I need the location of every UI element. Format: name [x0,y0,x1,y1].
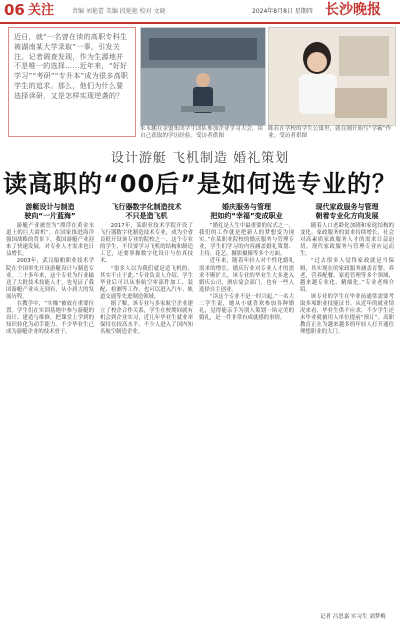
paragraph: 该专业的学生在毕业前通常需要考取多项职业技能证书。从近年的就业情况来看，毕业生供不应求，不少学生还未毕业就被用人单位提前“预订”。高职教育正在为越来越多的年轻人打开通往理想职业的大门。 [300,293,394,336]
subheading: 婚庆服务与管理 把如约“幸福”变成职业 [210,203,283,220]
paragraph: “婚礼是人生中最重要的仪式之一，我们的工作就是把新人的梦想变为现实。”在某职业院校的婚庆服务与管理专业，学生们学习的内容涵盖婚礼策划、主持、花艺、摄影摄像等多个方面。 [199,223,294,258]
article-column [100,200,193,616]
photo-student [268,27,396,126]
paragraph: 在教学中，“实操”被放在重要位置。学生们在实训基地中参与游艇的设计、建造与维修，把课堂上学到的知识转化为动手能力。不少毕业生已成为游艇企业的技术骨干。 [6,301,94,336]
editor-credits: 责编 刘艳蕾 美编 段艳艳 校对 文晓 [72,8,166,15]
photo-scene-dorm [269,28,395,125]
article-column [300,200,394,616]
article-column [6,200,94,616]
deck-line: 设计游艇 飞机制造 婚礼策划 [110,151,290,166]
paragraph: 随着人口老龄化加剧和家庭结构的变化，家政服务的需求持续增长，社会对高素质家政服务人才的需求日益迫切。现代家政服务与管理专业应运而生。 [300,223,394,258]
subheading: 游艇设计与制造 驶向“一片蓝海” [24,203,76,220]
subheading: 飞行器数字化制造技术 不只是造飞机 [111,203,182,220]
section-title: 关注 [28,3,55,18]
paragraph: 游艇产业被誉为“漂浮在黄金水道上的巨大商机”。在国家推进海洋强国战略的背景下，我国游艇产业迎来了快速发展，对专业人才需求也日益增长。 [6,223,94,258]
paragraph: “过去很多人觉得家政就是当保姆，其实现在的家政服务涵盖育婴、养老、营养配餐、家庭管理等多个领域，越来越专业化、精细化。”专业老师介绍。 [300,258,394,293]
byline: 记者 吕思嘉 实习生 刘梦梅 [320,614,386,620]
article-column [199,200,294,616]
photo-speaking [140,27,266,126]
paragraph: 2003年，武汉船舶职业技术学院在全国率先开设游艇设计与制造专业。二十多年来，这个专业为行业输送了大批技术技能人才，也见证了我国游艇产业从无到有、从小到大的发展历程。 [6,258,94,300]
issue-date: 2024年8月8日 星期四 [252,8,313,15]
photo-scene-auditorium [141,28,265,125]
subheading: 现代家政服务与管理 朝着专业化方向发展 [315,203,379,220]
newspaper-logo: 长沙晚报 [325,2,381,18]
lead-box: 近日，就“一名曾在读的高职专科生被湖南某大学录取”一事，引发关注。记者调查发现，作为生源地并不是唯一的选择……近年来，“好好学习”“考研”“专升本”成为很多高职学生的追求。那么，他们为什么要选择读研，又是怎样实现逆袭的？ [8,27,136,137]
page-number: 06 [4,1,25,19]
paragraph: 2017年，某职业技术学院开设了飞行器数字化制造技术专业，成为全省首批开设该专业的院校之一。这个专业的学生，不仅要学习飞机的结构和制造工艺，还要掌握数字化设计与仿真技术。 [100,223,193,265]
page-header [0,0,400,24]
photo-caption: 朱永鹏在金盟集团学生团队参加企业学习大会，谈自己获取的学历经验。受访者供图 [140,126,264,139]
photo-caption: 陈若在学校的学生公寓里，就在刚开始写“学霸”作业。受访者供图 [268,126,392,139]
headline: 读高职的“00后”是如何选专业的？ [3,170,397,198]
paragraph: “读这个专业不是一时兴起。”一名大二学生说，她从小就喜欢参加各种婚礼，觉得能亲手为别人策划一场完美的婚礼，是一件非常有成就感的事情。 [199,293,294,322]
paragraph: 据了解，该专业与多家航空企业建立了校企合作关系，学生在校期间就有机会到企业实习，近几年毕业生就业率保持在较高水平，不少人进入了国内知名航空制造企业。 [100,301,193,336]
paragraph: “很多人以为我们就是造飞机的，其实不止于此。”专业负责人介绍，学生毕业后可以从事航空零部件加工、装配、检测等工作，也可以进入汽车、轨道交通等先进制造领域。 [100,265,193,300]
paragraph: 近年来，随着年轻人对个性化婚礼需求的增长，婚庆行业对专业人才的需求不断扩大。该专业的毕业生大多进入婚庆公司、酒店宴会部门，也有一些人选择自主创业。 [199,258,294,293]
